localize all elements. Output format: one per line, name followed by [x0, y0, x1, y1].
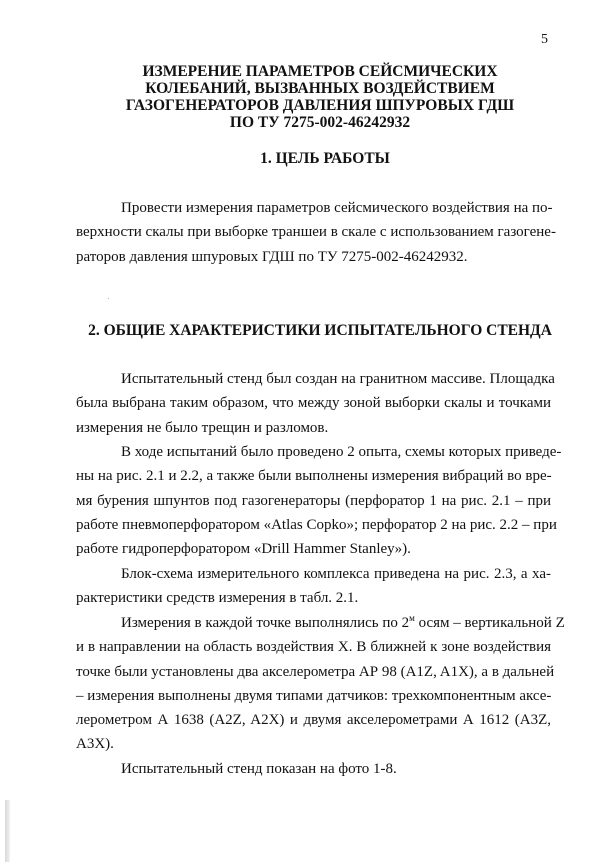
paragraph-line: Испытательный стенд показан на фото 1-8.: [121, 761, 397, 777]
paragraph-line: A3X).: [76, 736, 114, 753]
paragraph-line: работе гидроперфоратором «Drill Hammer Stanley»).: [76, 541, 411, 558]
paragraph-line: работе пневмоперфоратором «Atlas Copko»; перфоратор 2 на рис. 2.2 – при: [76, 516, 557, 533]
title-line: ГАЗОГЕНЕРАТОРОВ ДАВЛЕНИЯ ШПУРОВЫХ ГДШ: [125, 97, 515, 114]
paragraph-line: ны на рис. 2.1 и 2.2, а также были выполнены измерения вибраций во вре-: [76, 468, 552, 485]
section-2-paragraph-3: [76, 562, 551, 611]
document-title: [90, 63, 550, 131]
text-fragment: Измерения в каждой точке выполнялись по 2: [121, 615, 410, 631]
paragraph-line: Провести измерения параметров сейсмического воздействия на по-: [121, 200, 553, 216]
section-2-heading: 2. ОБЩИЕ ХАРАКТЕРИСТИКИ ИСПЫТАТЕЛЬНОГО СТЕНДА: [88, 322, 552, 339]
paragraph-line: лерометром А 1638 (A2Z, A2X) и двумя акселерометрами А 1612 (A3Z,: [76, 712, 551, 729]
paragraph-line: раторов давления шпуровых ГДШ по ТУ 7275-002-46242932.: [76, 248, 468, 265]
text-fragment: осям – вертикальной Z: [414, 615, 565, 631]
section-2-paragraph-1: [76, 367, 555, 440]
paragraph-line: Блок-схема измерительного комплекса приведена на рис. 2.3, а ха-: [121, 566, 551, 582]
section-1-heading: 1. ЦЕЛЬ РАБОТЫ: [260, 150, 390, 167]
paragraph-line: Испытательный стенд был создан на гранитном массиве. Площадка: [121, 371, 555, 387]
paragraph-line: – измерения выполнены двумя типами датчиков: трехкомпонентным аксе-: [76, 687, 552, 704]
paragraph-line: верхности скалы при выборке траншеи в скале с использованием газогене-: [76, 224, 556, 241]
section-2-paragraph-2: [76, 440, 562, 561]
paragraph-line: В ходе испытаний было проведено 2 опыта, схемы которых приведе-: [121, 444, 562, 460]
scan-speck: [108, 298, 109, 299]
title-line: ПО ТУ 7275-002-46242932: [229, 114, 411, 131]
paragraph-line: и в направлении на область воздействия X. В ближней к зоне воздействия: [76, 639, 551, 656]
paragraph-line: [76, 611, 565, 635]
title-line: КОЛЕБАНИЙ, ВЫЗВАННЫХ ВОЗДЕЙСТВИЕМ: [145, 80, 495, 97]
section-1-paragraph: [76, 196, 556, 269]
scan-edge-shadow: [5, 800, 10, 862]
title-line: ИЗМЕРЕНИЕ ПАРАМЕТРОВ СЕЙСМИЧЕСКИХ: [142, 63, 498, 80]
section-2-paragraph-5: [76, 757, 551, 781]
paragraph-line: рактеристики средств измерения в табл. 2.1.: [76, 590, 359, 607]
page-number: 5: [541, 32, 548, 47]
paragraph-line: была выбрана таким образом, что между зоной выборки скалы и точками: [76, 395, 551, 412]
paragraph-line: точке были установлены два акселерометра АР 98 (A1Z, A1X), а в дальней: [76, 663, 555, 680]
section-2-paragraph-4: [76, 611, 565, 757]
paragraph-line: измерения не было трещин и разломов.: [76, 419, 329, 436]
paragraph-line: мя бурения шпунтов под газогенераторы (перфоратор 1 на рис. 2.1 – при: [76, 492, 551, 509]
superscript: м: [409, 613, 415, 623]
